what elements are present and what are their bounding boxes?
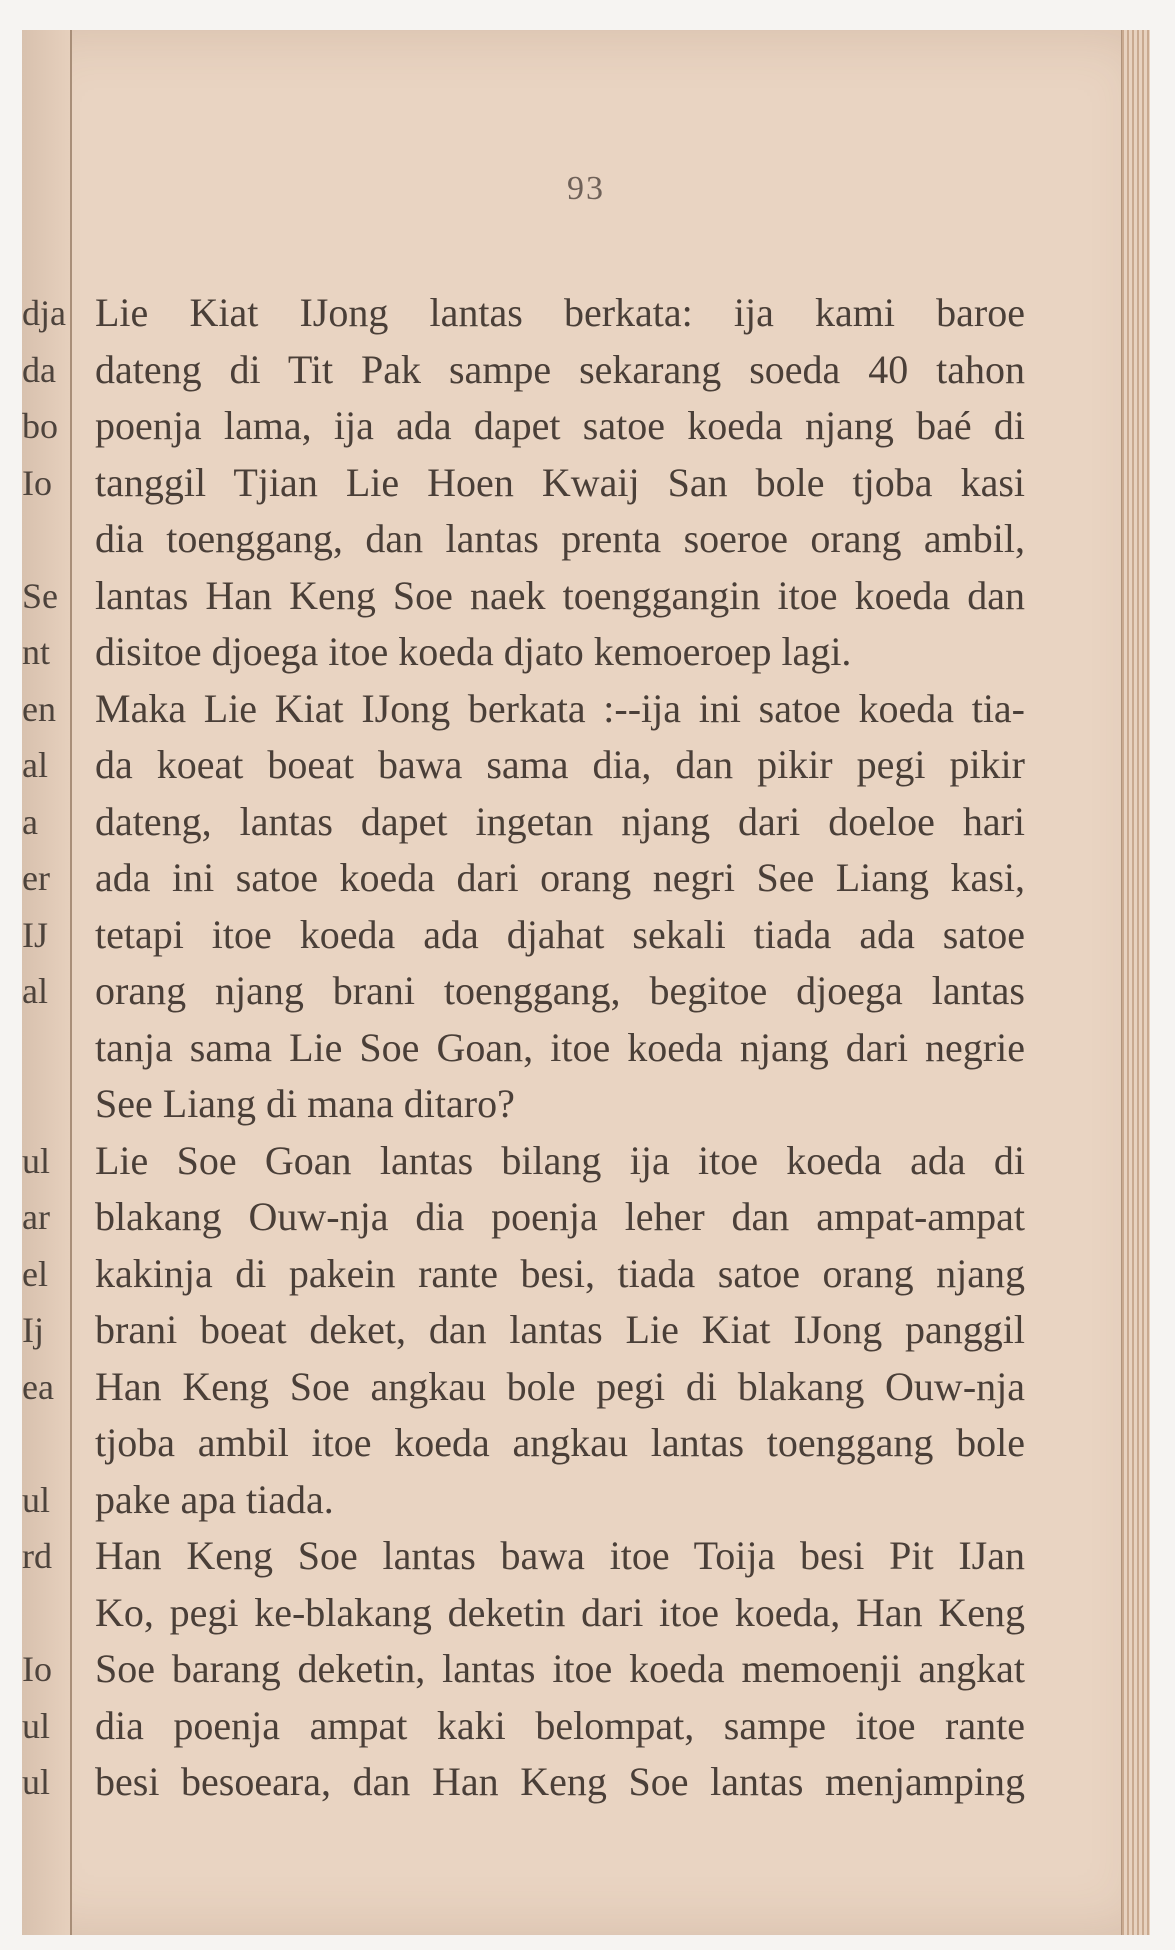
margin-fragment: Io <box>22 1649 52 1689</box>
text-line: brani boeat deket, dan lantas Lie Kiat IJong panggil <box>95 1307 1025 1352</box>
margin-fragment: al <box>22 971 48 1011</box>
margin-fragment: ul <box>22 1705 51 1746</box>
text-line: Han Keng Soe lantas bawa itoe Toija besi Pit IJan <box>95 1533 1025 1578</box>
text-line: poenja lama, ija ada dapet satoe koeda njang baé di <box>95 403 1025 448</box>
margin-fragment: a <box>22 801 38 842</box>
book-page <box>22 30 1150 1935</box>
text-line: kakinja di pakein rante besi, tiada satoe orang njang <box>95 1250 1025 1296</box>
text-line: ada ini satoe koeda dari orang negri See Liang kasi, <box>95 855 1025 900</box>
margin-fragment: ul <box>22 1140 51 1181</box>
margin-fragment: el <box>22 1253 48 1294</box>
page-edges <box>1121 30 1150 1935</box>
margin-fragment: Ij <box>22 1310 44 1350</box>
margin-fragment <box>22 511 82 568</box>
margin-fragment <box>22 1415 82 1472</box>
text-line: dateng, lantas dapet ingetan njang dari doeloe hari <box>95 798 1025 844</box>
text-line: da koeat boeat bawa sama dia, dan pikir pegi pikir <box>95 742 1025 787</box>
page-number: 93 <box>567 170 605 207</box>
margin-fragment: bo <box>22 406 58 446</box>
margin-fragment: ar <box>22 1197 50 1237</box>
margin-fragment: ul <box>22 1479 51 1520</box>
text-line: Ko, pegi ke-blakang deketin dari itoe koeda, Han Keng <box>95 1589 1025 1635</box>
margin-fragment <box>22 1020 82 1077</box>
margin-fragment: IJ <box>22 914 48 955</box>
text-line: pake apa tiada. <box>95 1476 334 1522</box>
margin-fragment: dja <box>22 293 66 333</box>
text-line: Lie Soe Goan lantas bilang ija itoe koeda ada di <box>95 1137 1025 1183</box>
margin-fragment <box>22 1585 82 1642</box>
margin-fragment: rd <box>22 1536 52 1576</box>
body-text <box>95 285 1025 1811</box>
margin-fragment: er <box>22 858 50 898</box>
text-line: disitoe djoega itoe koeda djato kemoeroep lagi. <box>95 629 852 674</box>
margin-fragment: Io <box>22 462 52 503</box>
margin-fragment: al <box>22 745 48 785</box>
margin-fragment <box>22 1076 82 1133</box>
text-line: Han Keng Soe angkau bole pegi di blakang Ouw-nja <box>95 1363 1025 1409</box>
text-line: besi besoeara, dan Han Keng Soe lantas menjamping <box>95 1759 1025 1804</box>
margin-fragment: ul <box>22 1762 51 1802</box>
margin-fragment: ea <box>22 1366 54 1407</box>
text-line: lantas Han Keng Soe naek toenggangin itoe koeda dan <box>95 572 1025 618</box>
text-line: See Liang di mana ditaro? <box>95 1081 515 1126</box>
text-line: orang njang brani toenggang, begitoe djoega lantas <box>95 968 1025 1013</box>
text-line: blakang Ouw-nja dia poenja leher dan ampat-ampat <box>95 1194 1025 1239</box>
text-line: Lie Kiat IJong lantas berkata: ija kami baroe <box>95 290 1025 335</box>
text-line: tanja sama Lie Soe Goan, itoe koeda njang dari negrie <box>95 1024 1025 1070</box>
text-line: Maka Lie Kiat IJong berkata :--ija ini satoe koeda tia- <box>95 685 1025 731</box>
text-line: tetapi itoe koeda ada djahat sekali tiada ada satoe <box>95 911 1025 957</box>
margin-fragment: nt <box>22 632 51 672</box>
text-line: dateng di Tit Pak sampe sekarang soeda 40 tahon <box>95 346 1025 392</box>
text-line: dia poenja ampat kaki belompat, sampe itoe rante <box>95 1702 1025 1748</box>
margin-fragment: en <box>22 688 56 729</box>
margin-fragment: da <box>22 349 56 390</box>
text-line: Soe barang deketin, lantas itoe koeda memoenji angkat <box>95 1646 1025 1691</box>
text-line: dia toenggang, dan lantas prenta soeroe orang ambil, <box>95 516 1025 561</box>
text-line: tjoba ambil itoe koeda angkau lantas toenggang bole <box>95 1420 1025 1465</box>
text-line: tanggil Tjian Lie Hoen Kwaij San bole tjoba kasi <box>95 459 1025 505</box>
margin-fragment: Se <box>22 575 58 616</box>
left-margin-fragments <box>22 285 82 1811</box>
